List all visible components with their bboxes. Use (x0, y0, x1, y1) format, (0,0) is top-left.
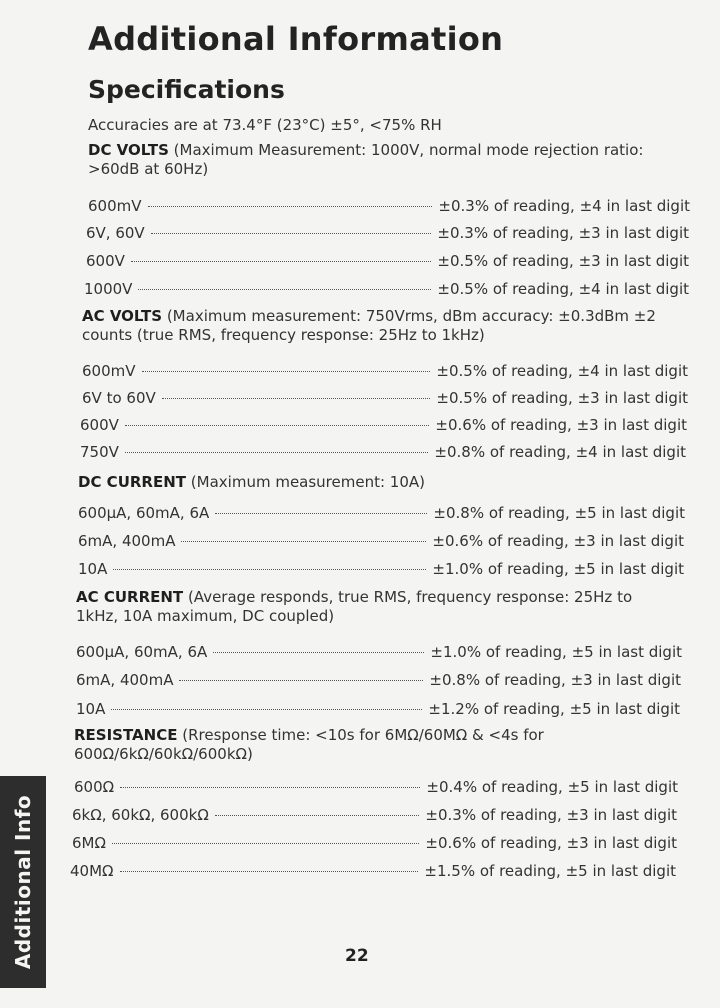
dc-current-description: (Maximum measurement: 10A) (190, 473, 425, 491)
ac-volts-description: (Maximum measurement: 750Vrms, dBm accuracy: ±0.3dBm ±2 counts (true RMS, frequency response: 25Hz to 1kHz) (82, 307, 656, 344)
side-tab-label: Additional Info (11, 794, 36, 970)
spec-row (78, 532, 684, 554)
dot-leader (142, 371, 431, 372)
dc-volts-section (88, 141, 690, 179)
spec-row (88, 197, 690, 219)
spec-row (86, 224, 689, 246)
spec-row (80, 443, 686, 465)
spec-range: 1000V (84, 280, 133, 298)
dc-volts-description: (Maximum Measurement: 1000V, normal mode rejection ratio: >60dB at 60Hz) (88, 141, 644, 178)
spec-row (78, 504, 685, 526)
spec-range: 6V to 60V (82, 389, 156, 407)
side-tab (0, 776, 46, 988)
ac-volts-heading: AC VOLTS (82, 307, 163, 325)
spec-row (82, 362, 688, 384)
spec-accuracy: ±0.3% of reading, ±3 in last digit (437, 224, 689, 242)
dot-leader (131, 261, 432, 262)
spec-accuracy: ±0.8% of reading, ±4 in last digit (434, 443, 686, 461)
spec-row (76, 643, 682, 665)
resistance-description: (Rresponse time: <10s for 6MΩ/60MΩ & <4s for 600Ω/6kΩ/60kΩ/600kΩ) (74, 726, 544, 763)
spec-accuracy: ±1.0% of reading, ±5 in last digit (432, 560, 684, 578)
spec-range: 600μA, 60mA, 6A (78, 504, 210, 522)
spec-accuracy: ±0.6% of reading, ±3 in last digit (435, 416, 687, 434)
dc-current-section (78, 473, 678, 492)
spec-range: 600μA, 60mA, 6A (76, 643, 208, 661)
dot-leader (125, 452, 429, 453)
spec-row (74, 778, 678, 800)
spec-accuracy: ±0.8% of reading, ±3 in last digit (429, 671, 681, 689)
page-title: Additional Information (88, 20, 504, 58)
dot-leader (215, 815, 420, 816)
dc-volts-heading: DC VOLTS (88, 141, 169, 159)
ac-current-description: (Average responds, true RMS, frequency response: 25Hz to 1kHz, 10A maximum, DC coupled) (76, 588, 633, 625)
spec-row (82, 389, 688, 411)
accuracy-note: Accuracies are at 73.4°F (23°C) ±5°, <75% RH (88, 116, 442, 134)
resistance-heading: RESISTANCE (74, 726, 178, 744)
dot-leader (125, 425, 430, 426)
spec-accuracy: ±0.5% of reading, ±3 in last digit (436, 389, 688, 407)
spec-range: 6mA, 400mA (76, 671, 174, 689)
spec-accuracy: ±0.5% of reading, ±3 in last digit (437, 252, 689, 270)
spec-row (80, 416, 687, 438)
dot-leader (112, 843, 419, 844)
spec-accuracy: ±0.6% of reading, ±3 in last digit (425, 834, 677, 852)
spec-accuracy: ±0.5% of reading, ±4 in last digit (437, 280, 689, 298)
spec-accuracy: ±0.4% of reading, ±5 in last digit (426, 778, 678, 796)
ac-current-heading: AC CURRENT (76, 588, 184, 606)
spec-range: 750V (80, 443, 119, 461)
spec-accuracy: ±0.5% of reading, ±4 in last digit (436, 362, 688, 380)
spec-accuracy: ±1.0% of reading, ±5 in last digit (430, 643, 682, 661)
spec-range: 6kΩ, 60kΩ, 600kΩ (72, 806, 209, 824)
dot-leader (179, 680, 423, 681)
dot-leader (148, 206, 433, 207)
dc-current-heading: DC CURRENT (78, 473, 187, 491)
spec-range: 600Ω (74, 778, 115, 796)
ac-volts-section (82, 307, 672, 345)
spec-range: 6V, 60V (86, 224, 145, 242)
spec-range: 600mV (82, 362, 136, 380)
dot-leader (181, 541, 426, 542)
spec-row (86, 252, 689, 274)
dot-leader (215, 513, 427, 514)
spec-range: 600mV (88, 197, 142, 215)
spec-accuracy: ±1.5% of reading, ±5 in last digit (424, 862, 676, 880)
spec-row (84, 280, 689, 302)
spec-accuracy: ±0.3% of reading, ±4 in last digit (438, 197, 690, 215)
dot-leader (151, 233, 432, 234)
dot-leader (120, 787, 420, 788)
spec-range: 40MΩ (70, 862, 114, 880)
spec-accuracy: ±0.8% of reading, ±5 in last digit (433, 504, 685, 522)
spec-accuracy: ±0.3% of reading, ±3 in last digit (425, 806, 677, 824)
spec-row (78, 560, 684, 582)
spec-range: 600V (86, 252, 125, 270)
dot-leader (213, 652, 424, 653)
ac-current-section (76, 588, 676, 626)
spec-range: 10A (78, 560, 108, 578)
spec-row (72, 834, 677, 856)
spec-row (76, 671, 681, 693)
spec-accuracy: ±1.2% of reading, ±5 in last digit (428, 700, 680, 718)
resistance-section (74, 726, 574, 764)
dot-leader (111, 709, 422, 710)
section-title: Specifications (88, 75, 285, 104)
spec-range: 6mA, 400mA (78, 532, 176, 550)
dot-leader (138, 289, 431, 290)
dot-leader (162, 398, 431, 399)
page-number: 22 (345, 946, 369, 966)
spec-range: 6MΩ (72, 834, 106, 852)
dot-leader (113, 569, 426, 570)
spec-row (76, 700, 680, 722)
dot-leader (120, 871, 419, 872)
spec-row (72, 806, 677, 828)
spec-row (70, 862, 676, 884)
spec-range: 600V (80, 416, 119, 434)
spec-range: 10A (76, 700, 106, 718)
spec-accuracy: ±0.6% of reading, ±3 in last digit (432, 532, 684, 550)
